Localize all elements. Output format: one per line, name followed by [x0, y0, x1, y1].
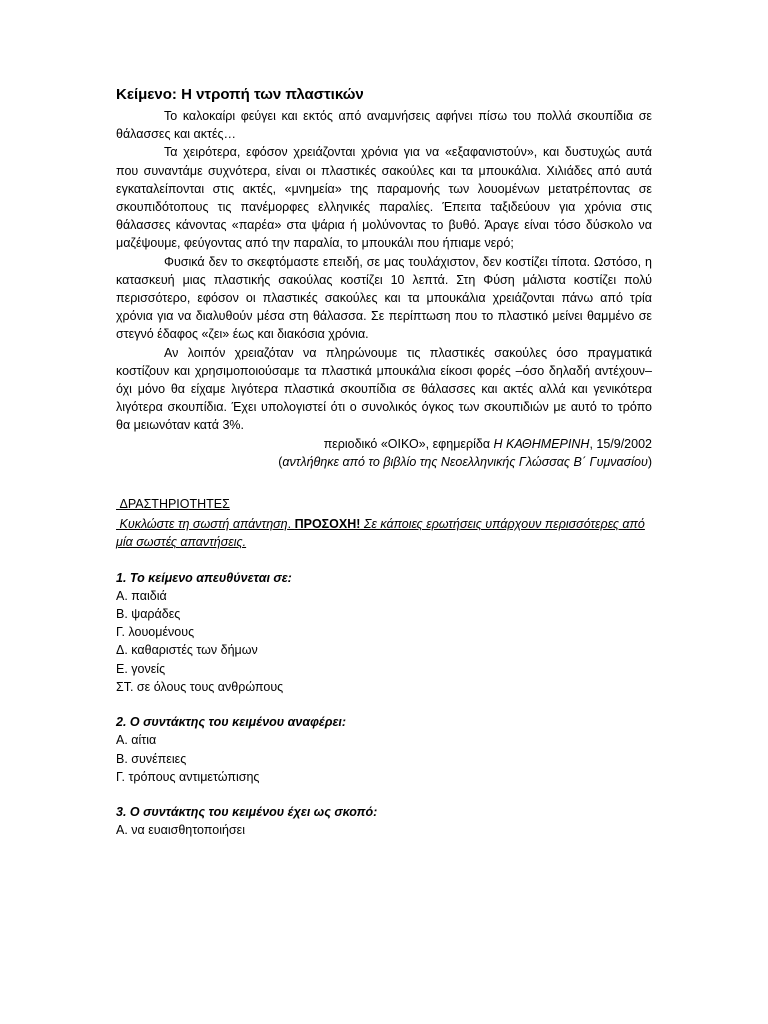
- activities-heading: ΔΡΑΣΤΗΡΙΟΤΗΤΕΣ: [119, 497, 230, 512]
- answer-option: Ε. γονείς: [116, 661, 166, 676]
- source-book-note: (αντλήθηκε από το βιβλίο της Νεοελληνικής Γλώσσας Β΄ Γυμνασίου): [278, 454, 652, 469]
- question-text: 1. Το κείμενο απευθύνεται σε:: [116, 570, 292, 585]
- answer-option: Γ. λουομένους: [116, 625, 195, 640]
- document-title: Κείμενο: Η ντροπή των πλαστικών: [116, 86, 364, 103]
- question-1: [116, 569, 652, 696]
- question-3: [116, 803, 652, 839]
- answer-option: ΣΤ. σε όλους τους ανθρώπους: [116, 679, 284, 694]
- answer-option: Α. παιδιά: [116, 588, 167, 603]
- answer-option: Α. να ευαισθητοποιήσει: [116, 823, 245, 838]
- question-2: [116, 713, 652, 786]
- activities-instructions: Κυκλώστε τη σωστή απάντηση. ΠΡΟΣΟΧΗ! Σε κάποιες ερωτήσεις υπάρχουν περισσότερες από μία σωστές απαντήσεις.: [116, 517, 645, 550]
- paragraph-2: Τα χειρότερα, εφόσον χρειάζονται χρόνια για να «εξαφανιστούν», και δυστυχώς αυτά που συναντάμε συχνότερα, είναι οι πλαστικές σακούλες και τα μπουκάλια. Χιλιάδες από αυτά εγκαταλείπονται στις ακτές, «μνημεία» της παραμονής των λουομένων μετατρέποντας σε σκουπιδότοπους τις πανέμορφες ελληνικές παραλίες. Έπειτα ταξιδεύουν για χρόνια στις θάλασσες κάνοντας «παρέα» στα ψάρια ή μολύνοντας το βυθό. Άραγε είναι τόσο δύσκολο να μαζέψουμε, φεύγοντας από την παραλία, το μπουκάλι που ήπιαμε νερό;: [116, 145, 652, 251]
- activities-section: [116, 495, 652, 839]
- instr-part2: Σε κάποιες ερωτήσεις υπάρχουν περισσότερες από μία σωστές απαντήσεις.: [116, 517, 645, 550]
- answer-option: Β. ψαράδες: [116, 607, 181, 622]
- paragraph-4: Αν λοιπόν χρειαζόταν να πληρώνουμε τις πλαστικές σακούλες όσο πραγματικά κοστίζουν και χρησιμοποιούσαμε τα πλαστικά μπουκάλια είκοσι φορές –όσο δηλαδή αντέχουν– όχι μόνο θα είχαμε λιγότερα πλαστικά σκουπίδια σε θάλασσες και ακτές αλλά και γενικότερα λιγότερα σκουπίδια. Έχει υπολογιστεί ότι ο συνολικός όγκος των σκουπιδιών με αυτό το τρόπο θα μειωνόταν κατά 3%.: [116, 345, 652, 433]
- answer-option: Δ. καθαριστές των δήμων: [116, 643, 258, 658]
- source-newspaper: Η ΚΑΘΗΜΕΡΙΝΗ: [493, 436, 590, 451]
- paragraph-1: Το καλοκαίρι φεύγει και εκτός από αναμνήσεις αφήνει πίσω του πολλά σκουπίδια σε θάλασσες και ακτές…: [116, 109, 652, 142]
- article-text: [116, 107, 652, 435]
- answer-option: Β. συνέπειες: [116, 751, 187, 766]
- instr-part1: Κυκλώστε τη σωστή απάντηση: [119, 517, 288, 532]
- book-note-text: αντλήθηκε από το βιβλίο της Νεοελληνικής Γλώσσας Β΄ Γυμνασίου: [282, 454, 648, 469]
- question-text: 3. Ο συντάκτης του κειμένου έχει ως σκοπό:: [116, 804, 378, 819]
- source-date: , 15/9/2002: [589, 436, 652, 451]
- question-text: 2. Ο συντάκτης του κειμένου αναφέρει:: [116, 715, 347, 730]
- answer-option: Γ. τρόπους αντιμετώπισης: [116, 769, 260, 784]
- instr-caution: ΠΡΟΣΟΧΗ!: [294, 517, 361, 532]
- answer-option: Α. αίτια: [116, 733, 157, 748]
- paragraph-3: Φυσικά δεν το σκεφτόμαστε επειδή, σε μας τουλάχιστον, δεν κοστίζει τίποτα. Ωστόσο, η κατασκευή μιας πλαστικής σακούλας κοστίζει 10 λεπτά. Στη Φύση μάλιστα κοστίζει πολύ περισσότερο, εφόσον οι πλαστικές σακούλες και τα μπουκάλια χρειάζονται πάνω από τρία χρόνια για να διαλυθούν μέσα στη θάλασσα. Σε περίπτωση που το πλαστικό μείνει θαμμένο σε στεγνό έδαφος «ζει» έως και διακόσια χρόνια.: [116, 254, 652, 342]
- source-citation: [116, 435, 652, 453]
- source-prefix: περιοδικό «ΟΙΚΟ», εφημερίδα: [323, 436, 494, 451]
